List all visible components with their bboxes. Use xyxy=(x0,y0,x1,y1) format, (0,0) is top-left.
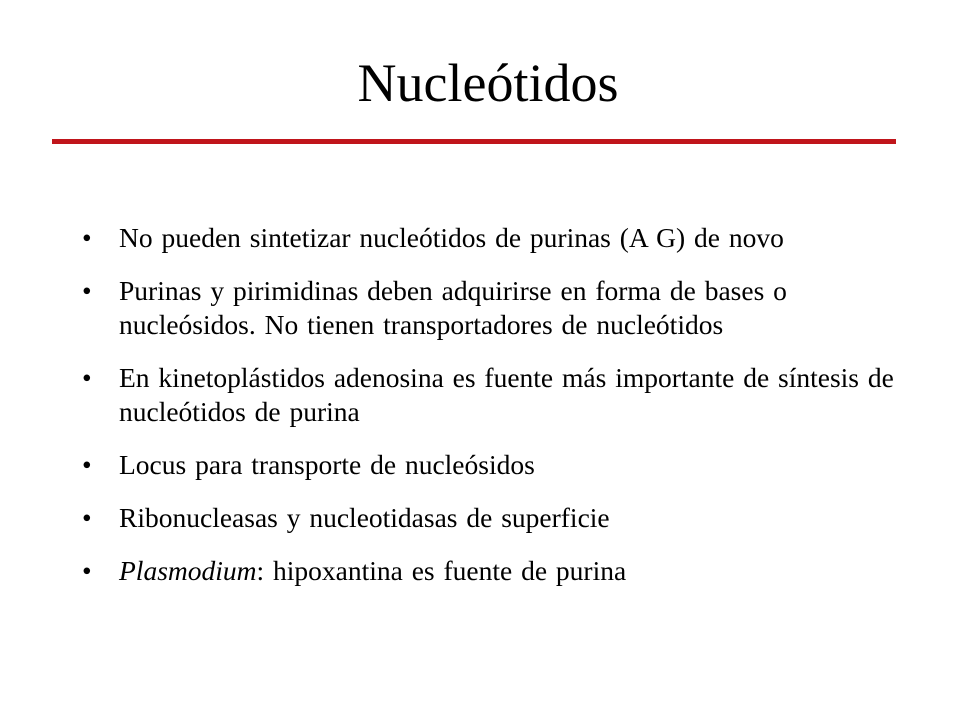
bullet-item xyxy=(82,448,902,482)
bullet-marker: • xyxy=(82,222,92,253)
bullet-marker: • xyxy=(82,555,92,586)
bullet-marker: • xyxy=(82,275,92,306)
bullet-text: Purinas y pirimidinas deben adquirirse en forma de bases o nucleósidos. No tienen transportadores de nucleótidos xyxy=(119,275,787,340)
bullet-item xyxy=(82,221,902,255)
bullet-text: No pueden sintetizar nucleótidos de purinas (A G) de novo xyxy=(119,222,784,253)
bullet-marker: • xyxy=(82,449,92,480)
bullet-marker: • xyxy=(82,362,92,393)
bullet-text: : hipoxantina es fuente de purina xyxy=(256,555,627,586)
title-divider xyxy=(52,139,896,144)
bullet-item xyxy=(82,554,902,588)
bullet-item xyxy=(82,361,902,429)
bullet-marker: • xyxy=(82,502,92,533)
bullet-text-italic: Plasmodium xyxy=(119,555,257,586)
bullet-list xyxy=(82,221,902,588)
bullet-item xyxy=(82,501,902,535)
bullet-text: Locus para transporte de nucleósidos xyxy=(119,449,535,480)
bullet-item xyxy=(82,274,902,342)
bullet-text: En kinetoplástidos adenosina es fuente más importante de síntesis de nucleótidos de purina xyxy=(119,362,894,427)
slide-title: Nucleótidos xyxy=(357,53,619,113)
bullet-text: Ribonucleasas y nucleotidasas de superficie xyxy=(119,502,610,533)
